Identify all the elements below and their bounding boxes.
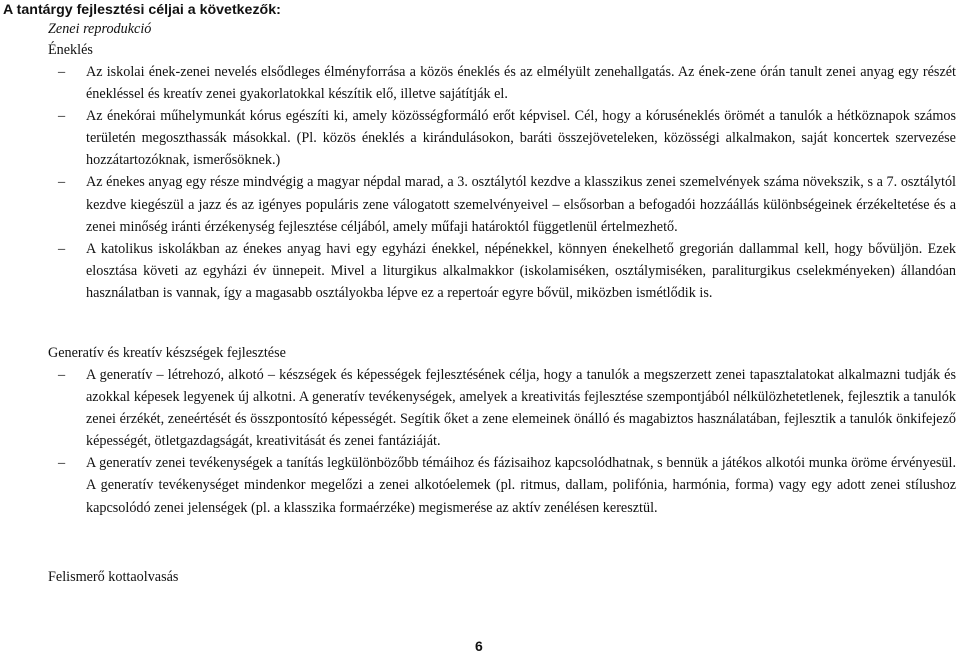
dash-bullet: –: [58, 174, 66, 191]
subsection-title-score-reading: Felismerő kottaolvasás: [48, 569, 179, 585]
list-item-text: Az énekórai műhelymunkát kórus egészíti ki, amely közösségformáló erőt képvisel. Cél, hogy a kóruséneklés örömét a tanulók a hétköznapok számos területén megoszthassák másokkal. (Pl. közös éneklés a kirándulásokon, baráti összejöveteleken, közösségi alkalmakon, saját koncertek szervezése hozzátartozóknak, ismerősöknek.): [86, 108, 956, 169]
subsection-title-generative: Generatív és kreatív készségek fejlesztése: [48, 345, 286, 361]
dash-bullet: –: [58, 455, 66, 472]
page-heading: A tantárgy fejlesztési céljai a következők:: [3, 2, 281, 18]
list-item: [0, 364, 956, 452]
list-item-text: A generatív – létrehozó, alkotó – készségek és képességek fejlesztésének célja, hogy a tanulók a megszerzett zenei tapasztalatokat alkalmazni tudják és azokkal képesek legyenek új alkotni. A generatív tevékenységek, amelyek a kreativitás fejlesztése szempontjából nélkülözhetetlenek, fejlesztik a tanulók zenei érzékét, zeneértését és összpontosító képességét. Segítik őket a zene elemeinek önálló és magabiztos használatában, fejlesztik a tanulók önkifejező képességét, ötletgazdagságát, kreativitását és zenei fantáziáját.: [86, 367, 956, 450]
dash-bullet: –: [58, 64, 66, 80]
generative-list: [0, 364, 956, 519]
list-item-text: Az énekes anyag egy része mindvégig a magyar népdal marad, a 3. osztálytól kezdve a klasszikus zenei szemelvények száma növekszik, s a 7. osztálytól kezdve kiegészül a jazz és az igényes populáris zene válogatott szemelvényeivel – elsősorban a befogadói hozzáállás különbségeinek érzékeltetése és a zenei minőség iránti érzékenység fejlesztése céljából, amely műfaji határoktól függetlenül értelmezhető.: [86, 174, 956, 235]
list-item-text: A katolikus iskolákban az énekes anyag havi egy egyházi énekkel, népénekkel, könnyen énekelhető gregorián dallammal kell, hogy bővüljön. Ezek elosztása követi az egyházi év ünnepeit. Mivel a liturgikus alkalmakkor (iskolamiséken, osztálymiséken, paraliturgikus cselekményeken) állandóan használatban is vannak, így a magasabb osztályokba lépve ez a repertoár egyre bővül, miközben ismétlődik is.: [86, 240, 956, 301]
subsection-title-singing: Éneklés: [48, 42, 93, 58]
list-item: [0, 452, 956, 518]
list-item: [0, 61, 956, 105]
dash-bullet: –: [58, 108, 66, 125]
singing-list: [0, 61, 956, 304]
list-item: [0, 171, 956, 237]
list-item-text: A generatív zenei tevékenységek a tanítás legkülönbözőbb témáihoz és fázisaihoz kapcsolódhatnak, s bennük a játékos alkotói munka öröme érvényesül. A generatív tevékenységet mindenkor megelőzi a zenei alkotóelemek (pl. ritmus, dallam, polifónia, harmónia, forma) vagy egy adott zenei stílushoz kapcsolódó zenei jelenségek (pl. a klasszika formaérzéke) megismerése az aktív zenélésen keresztül.: [86, 455, 956, 516]
page-number: 6: [475, 638, 483, 654]
dash-bullet: –: [58, 367, 66, 383]
list-item: [0, 105, 956, 171]
dash-bullet: –: [58, 240, 66, 257]
list-item-text: Az iskolai ének-zenei nevelés elsődleges élményforrása a közös éneklés és az elmélyült zenehallgatás. Az ének-zene órán tanult zenei anyag egy részét énekléssel és kreatív zenei gyakorlatokkal készítik elő, illetve sajátítják el.: [86, 64, 956, 103]
list-item: [0, 238, 956, 304]
section-title-reproduction: Zenei reprodukció: [48, 21, 152, 37]
